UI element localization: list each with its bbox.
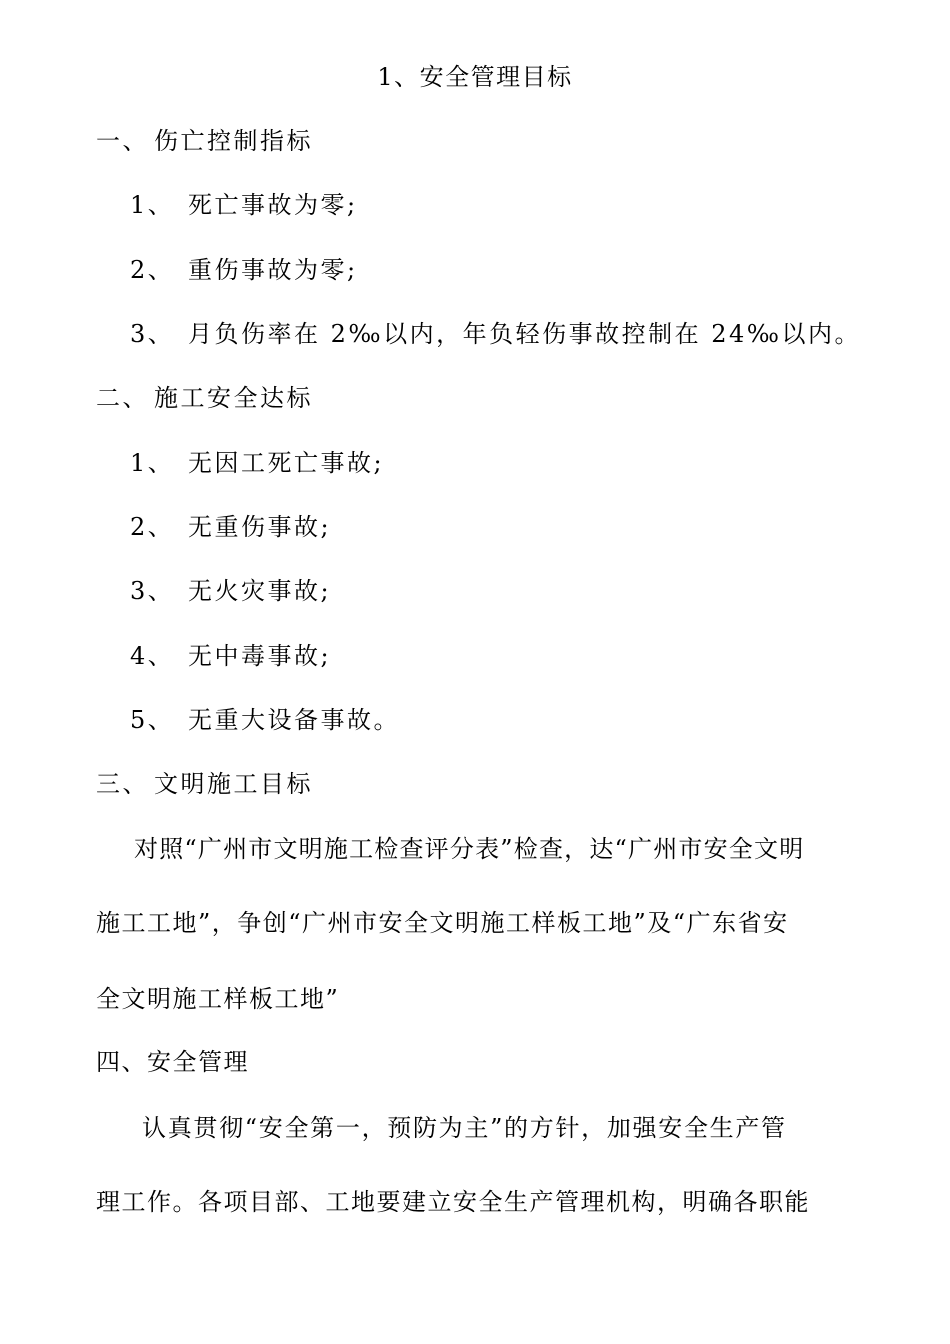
- paragraph-line: 理工作。各项目部、工地要建立安全生产管理机构，明确各职能: [96, 1188, 810, 1216]
- section-number: 二、: [96, 384, 149, 412]
- list-item: [130, 189, 358, 221]
- item-number: 3、: [130, 577, 175, 605]
- item-text: 无重大设备事故。: [188, 706, 400, 734]
- item-number: 1、: [130, 191, 175, 219]
- item-number: 2、: [130, 513, 175, 541]
- paragraph-line: 认真贯彻“安全第一，预防为主”的方针，加强安全生产管: [142, 1114, 787, 1142]
- section-title: 安全管理: [147, 1048, 249, 1076]
- section-number: 一、: [96, 127, 149, 155]
- item-number: 3、: [130, 320, 175, 348]
- section-heading-1: [96, 125, 313, 157]
- item-number: 4、: [130, 642, 175, 670]
- document-title: 1、安全管理目标: [377, 63, 573, 91]
- item-text: 重伤事故为零;: [188, 256, 358, 284]
- item-number: 2、: [130, 256, 175, 284]
- item-text: 无中毒事故;: [188, 642, 332, 670]
- paragraph-line: 全文明施工样板工地”: [96, 985, 340, 1013]
- item-text: 无重伤事故;: [188, 513, 332, 541]
- list-item: [130, 640, 331, 672]
- section-heading-4: [96, 1046, 249, 1078]
- section-heading-3: [96, 768, 313, 800]
- section-number: 三、: [96, 770, 149, 798]
- list-item: [130, 318, 861, 350]
- item-number: 1、: [130, 449, 175, 477]
- section-number: 四、: [96, 1048, 147, 1076]
- section-heading-2: [96, 382, 313, 414]
- list-item: [130, 575, 331, 607]
- item-text: 无因工死亡事故;: [188, 449, 385, 477]
- section-title: 伤亡控制指标: [154, 127, 313, 155]
- list-item: [130, 704, 400, 736]
- list-item: [130, 254, 358, 286]
- item-text: 月负伤率在 2‰以内，年负轻伤事故控制在 24‰以内。: [188, 320, 861, 348]
- list-item: [130, 511, 331, 543]
- item-text: 无火灾事故;: [188, 577, 332, 605]
- list-item: [130, 447, 384, 479]
- paragraph-line: 对照“广州市文明施工检查评分表”检查，达“广州市安全文明: [134, 835, 805, 863]
- section-title: 文明施工目标: [154, 770, 313, 798]
- item-number: 5、: [130, 706, 175, 734]
- paragraph-line: 施工工地”，争创“广州市安全文明施工样板工地”及“广东省安: [96, 909, 789, 937]
- section-title: 施工安全达标: [154, 384, 313, 412]
- item-text: 死亡事故为零;: [188, 191, 358, 219]
